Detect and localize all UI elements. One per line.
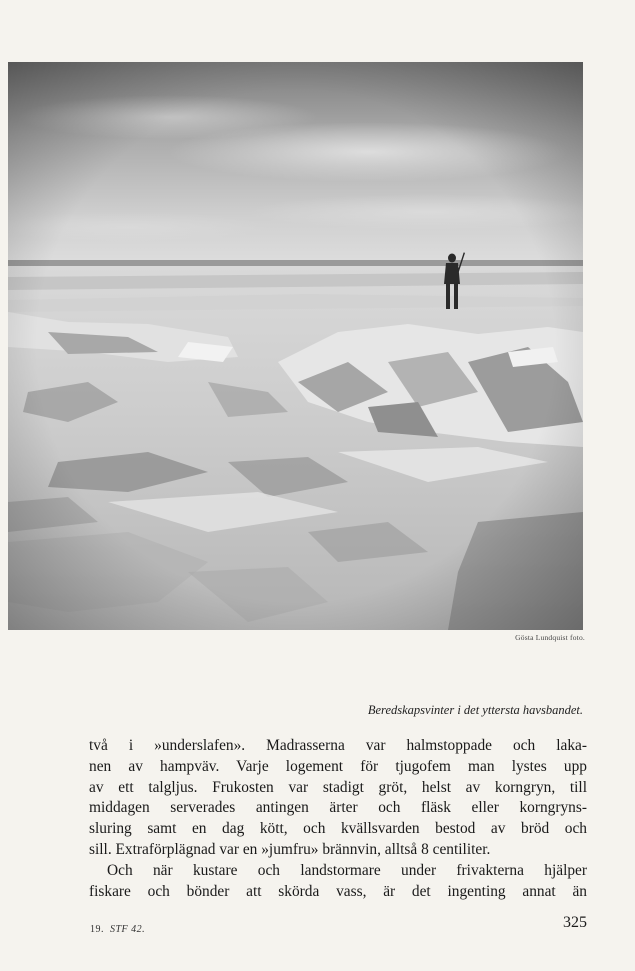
text-line: två i »underslafen». Madrasserna var halmstoppade och laka- bbox=[89, 737, 587, 754]
text-line: Och när kustare och landstormare under frivakterna hjälper bbox=[107, 861, 587, 879]
signature-title: STF 42. bbox=[110, 924, 146, 935]
photo-caption: Beredskapsvinter i det yttersta havsbandet. bbox=[367, 703, 583, 717]
signature-mark bbox=[90, 924, 145, 935]
signature-number: 19. bbox=[90, 924, 104, 935]
text-line: av ett talgljus. Frukosten var stadigt gröt, helst av korngryn, till bbox=[89, 778, 587, 796]
photo-credit: Gösta Lundquist foto. bbox=[515, 633, 585, 642]
text-line: sill. Extraförplägnad var en »jumfru» brännvin, alltså 8 centiliter. bbox=[89, 840, 491, 858]
text-line: fiskare och bönder att skörda vass, är det ingenting annat än bbox=[89, 882, 587, 900]
photo-drawing bbox=[8, 62, 583, 630]
winter-ice-photo bbox=[8, 62, 583, 630]
page-number: 325 bbox=[563, 914, 587, 931]
text-line: sluring samt en dag kött, och kvällsvarden bestod av bröd och bbox=[89, 820, 587, 838]
text-line: nen av hampväv. Varje logement för tjugofem man lystes upp bbox=[89, 757, 587, 775]
body-text bbox=[89, 736, 587, 902]
text-line: middagen serverades antingen ärter och fläsk eller korngryns- bbox=[89, 799, 587, 817]
